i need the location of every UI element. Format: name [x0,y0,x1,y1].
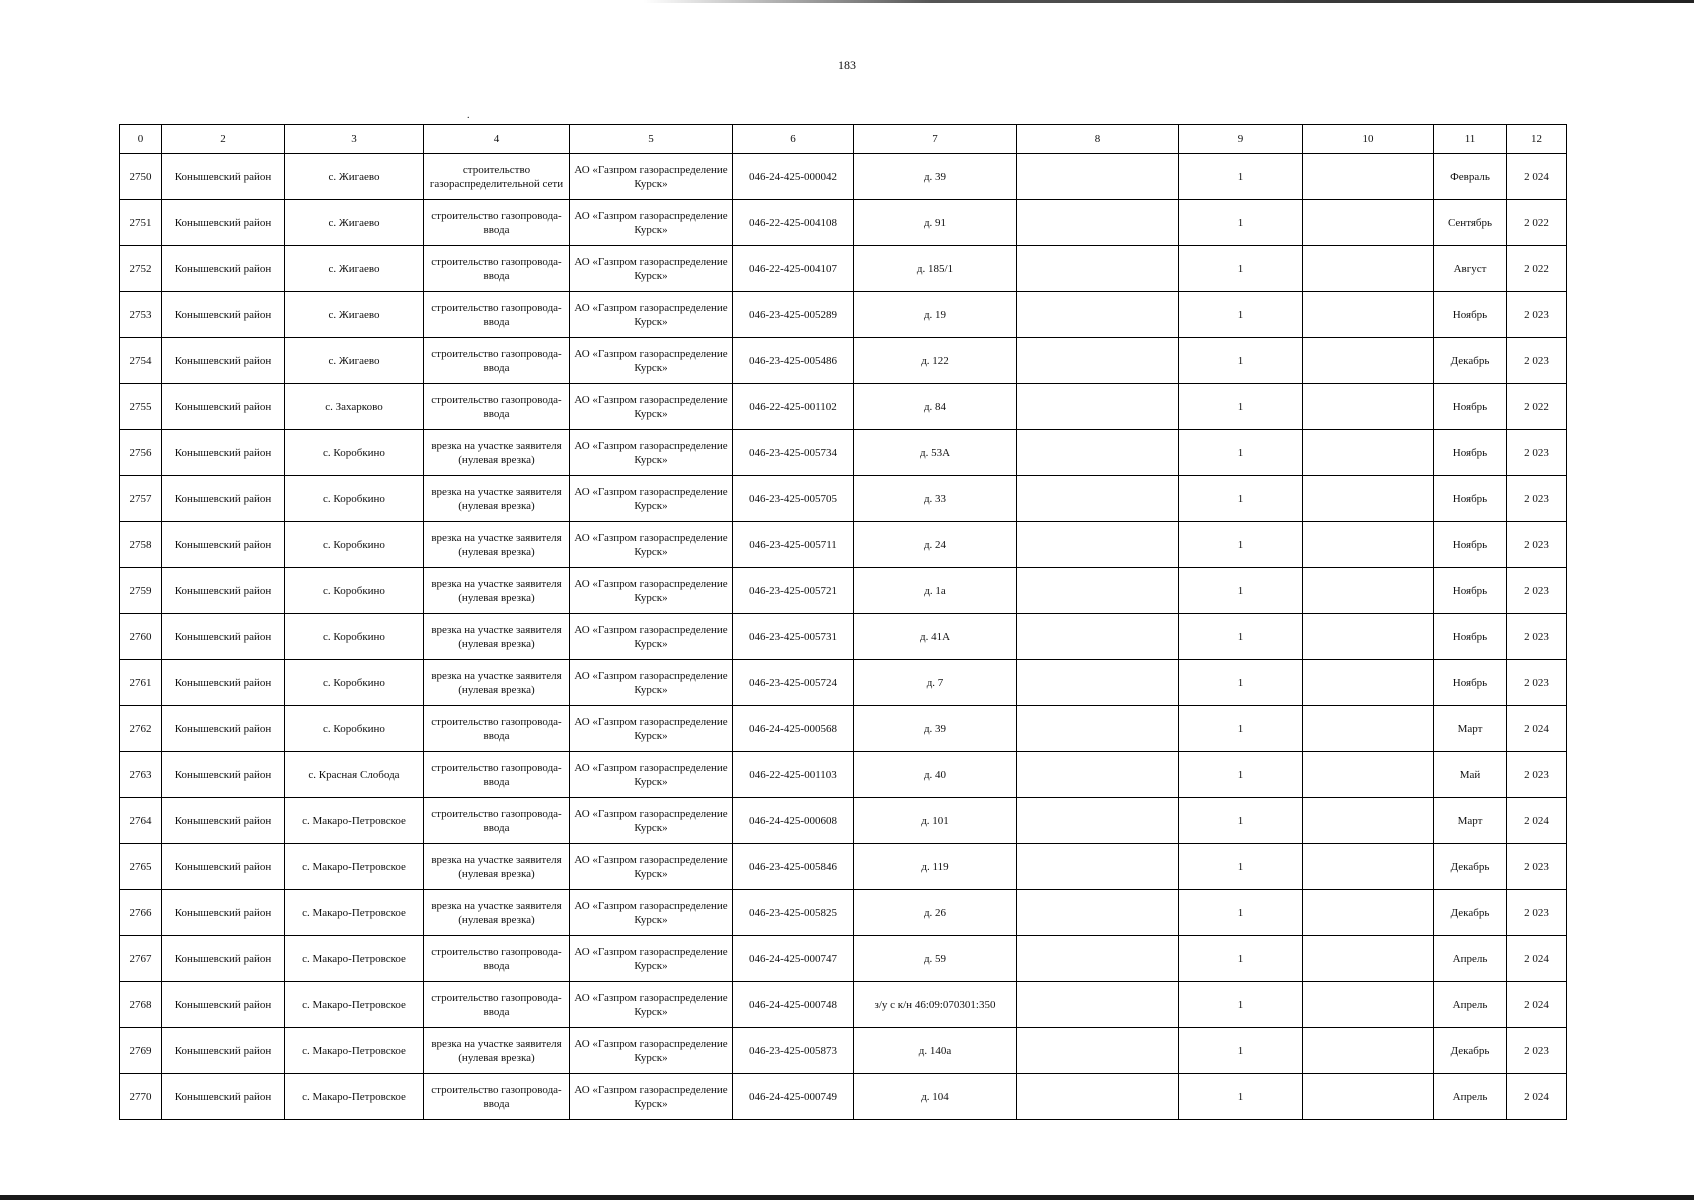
row-number-cell: 2770 [120,1074,162,1120]
settlement-cell: с. Макаро-Петровское [285,1074,424,1120]
settlement-cell: с. Коробкино [285,522,424,568]
empty-cell-8 [1017,200,1179,246]
organization-cell: АО «Газпром газораспределение Курск» [570,706,733,752]
organization-cell: АО «Газпром газораспределение Курск» [570,982,733,1028]
application-code-cell: 046-23-425-005846 [733,844,854,890]
quantity-cell: 1 [1179,154,1303,200]
empty-cell-10 [1303,614,1434,660]
application-code-cell: 046-24-425-000568 [733,706,854,752]
year-cell: 2 022 [1507,200,1567,246]
organization-cell: АО «Газпром газораспределение Курск» [570,752,733,798]
district-cell: Конышевский район [162,1028,285,1074]
address-cell: д. 104 [854,1074,1017,1120]
settlement-cell: с. Макаро-Петровское [285,890,424,936]
settlement-cell: с. Коробкино [285,430,424,476]
header-dot-mark: . [467,110,470,121]
quantity-cell: 1 [1179,1028,1303,1074]
district-cell: Конышевский район [162,890,285,936]
row-number-cell: 2750 [120,154,162,200]
empty-cell-10 [1303,1074,1434,1120]
work-type-cell: строительство газопровода-ввода [424,706,570,752]
district-cell: Конышевский район [162,292,285,338]
month-cell: Март [1434,706,1507,752]
table-row [120,338,1567,384]
quantity-cell: 1 [1179,982,1303,1028]
application-code-cell: 046-23-425-005731 [733,614,854,660]
empty-cell-8 [1017,384,1179,430]
table-row [120,614,1567,660]
address-cell: д. 185/1 [854,246,1017,292]
year-cell: 2 022 [1507,246,1567,292]
month-cell: Сентябрь [1434,200,1507,246]
organization-cell: АО «Газпром газораспределение Курск» [570,890,733,936]
empty-cell-10 [1303,798,1434,844]
organization-cell: АО «Газпром газораспределение Курск» [570,844,733,890]
address-cell: д. 7 [854,660,1017,706]
quantity-cell: 1 [1179,338,1303,384]
empty-cell-8 [1017,798,1179,844]
work-type-cell: врезка на участке заявителя (нулевая врезка) [424,476,570,522]
empty-cell-10 [1303,660,1434,706]
header-cell: 7 [854,125,1017,154]
address-cell: д. 84 [854,384,1017,430]
district-cell: Конышевский район [162,200,285,246]
quantity-cell: 1 [1179,1074,1303,1120]
organization-cell: АО «Газпром газораспределение Курск» [570,476,733,522]
empty-cell-8 [1017,706,1179,752]
empty-cell-10 [1303,982,1434,1028]
month-cell: Декабрь [1434,844,1507,890]
settlement-cell: с. Макаро-Петровское [285,982,424,1028]
year-cell: 2 023 [1507,752,1567,798]
empty-cell-10 [1303,338,1434,384]
work-type-cell: строительство газопровода-ввода [424,982,570,1028]
organization-cell: АО «Газпром газораспределение Курск» [570,660,733,706]
row-number-cell: 2768 [120,982,162,1028]
header-cell: 12 [1507,125,1567,154]
year-cell: 2 024 [1507,936,1567,982]
empty-cell-10 [1303,200,1434,246]
empty-cell-8 [1017,936,1179,982]
empty-cell-8 [1017,522,1179,568]
table-row [120,154,1567,200]
empty-cell-8 [1017,752,1179,798]
settlement-cell: с. Жигаево [285,292,424,338]
year-cell: 2 024 [1507,154,1567,200]
header-cell: 10 [1303,125,1434,154]
district-cell: Конышевский район [162,246,285,292]
district-cell: Конышевский район [162,706,285,752]
settlement-cell: с. Коробкино [285,568,424,614]
row-number-cell: 2758 [120,522,162,568]
organization-cell: АО «Газпром газораспределение Курск» [570,614,733,660]
header-cell: 5 [570,125,733,154]
address-cell: д. 101 [854,798,1017,844]
year-cell: 2 024 [1507,798,1567,844]
settlement-cell: с. Коробкино [285,476,424,522]
month-cell: Май [1434,752,1507,798]
empty-cell-10 [1303,430,1434,476]
application-code-cell: 046-23-425-005705 [733,476,854,522]
year-cell: 2 023 [1507,568,1567,614]
header-cell: 3 [285,125,424,154]
settlement-cell: с. Жигаево [285,246,424,292]
table-row [120,660,1567,706]
year-cell: 2 023 [1507,844,1567,890]
table-row [120,384,1567,430]
organization-cell: АО «Газпром газораспределение Курск» [570,936,733,982]
application-code-cell: 046-23-425-005711 [733,522,854,568]
row-number-cell: 2757 [120,476,162,522]
month-cell: Декабрь [1434,338,1507,384]
empty-cell-10 [1303,522,1434,568]
table-row [120,706,1567,752]
row-number-cell: 2753 [120,292,162,338]
month-cell: Декабрь [1434,890,1507,936]
row-number-cell: 2765 [120,844,162,890]
empty-cell-10 [1303,936,1434,982]
organization-cell: АО «Газпром газораспределение Курск» [570,1074,733,1120]
application-code-cell: 046-24-425-000608 [733,798,854,844]
organization-cell: АО «Газпром газораспределение Курск» [570,200,733,246]
row-number-cell: 2752 [120,246,162,292]
settlement-cell: с. Макаро-Петровское [285,844,424,890]
work-type-cell: врезка на участке заявителя (нулевая врезка) [424,568,570,614]
district-cell: Конышевский район [162,430,285,476]
empty-cell-10 [1303,246,1434,292]
settlement-cell: с. Красная Слобода [285,752,424,798]
empty-cell-8 [1017,338,1179,384]
empty-cell-10 [1303,568,1434,614]
table-row [120,522,1567,568]
header-cell: 0 [120,125,162,154]
district-cell: Конышевский район [162,660,285,706]
district-cell: Конышевский район [162,798,285,844]
district-cell: Конышевский район [162,982,285,1028]
organization-cell: АО «Газпром газораспределение Курск» [570,568,733,614]
row-number-cell: 2767 [120,936,162,982]
gasification-registry-table [119,124,1567,1120]
row-number-cell: 2769 [120,1028,162,1074]
quantity-cell: 1 [1179,568,1303,614]
row-number-cell: 2761 [120,660,162,706]
address-cell: з/у с к/н 46:09:070301:350 [854,982,1017,1028]
table-row [120,890,1567,936]
table-row [120,936,1567,982]
row-number-cell: 2754 [120,338,162,384]
empty-cell-10 [1303,154,1434,200]
work-type-cell: строительство газопровода-ввода [424,798,570,844]
address-cell: д. 24 [854,522,1017,568]
year-cell: 2 023 [1507,1028,1567,1074]
address-cell: д. 1а [854,568,1017,614]
quantity-cell: 1 [1179,476,1303,522]
organization-cell: АО «Газпром газораспределение Курск» [570,522,733,568]
district-cell: Конышевский район [162,384,285,430]
district-cell: Конышевский район [162,338,285,384]
settlement-cell: с. Захарково [285,384,424,430]
settlement-cell: с. Жигаево [285,338,424,384]
empty-cell-8 [1017,890,1179,936]
year-cell: 2 023 [1507,614,1567,660]
district-cell: Конышевский район [162,568,285,614]
address-cell: д. 26 [854,890,1017,936]
table-row [120,844,1567,890]
quantity-cell: 1 [1179,384,1303,430]
empty-cell-10 [1303,706,1434,752]
work-type-cell: строительство газопровода-ввода [424,936,570,982]
work-type-cell: строительство газопровода-ввода [424,338,570,384]
month-cell: Апрель [1434,1074,1507,1120]
table-row [120,798,1567,844]
year-cell: 2 023 [1507,522,1567,568]
header-cell: 6 [733,125,854,154]
quantity-cell: 1 [1179,430,1303,476]
application-code-cell: 046-24-425-000042 [733,154,854,200]
address-cell: д. 53А [854,430,1017,476]
district-cell: Конышевский район [162,614,285,660]
header-cell: 11 [1434,125,1507,154]
work-type-cell: врезка на участке заявителя (нулевая врезка) [424,890,570,936]
organization-cell: АО «Газпром газораспределение Курск» [570,1028,733,1074]
month-cell: Ноябрь [1434,614,1507,660]
settlement-cell: с. Жигаево [285,154,424,200]
month-cell: Февраль [1434,154,1507,200]
row-number-cell: 2760 [120,614,162,660]
work-type-cell: врезка на участке заявителя (нулевая врезка) [424,660,570,706]
address-cell: д. 33 [854,476,1017,522]
empty-cell-8 [1017,844,1179,890]
application-code-cell: 046-22-425-004108 [733,200,854,246]
row-number-cell: 2762 [120,706,162,752]
page-number: 183 [838,58,856,72]
header-cell: 9 [1179,125,1303,154]
table-row [120,430,1567,476]
empty-cell-8 [1017,614,1179,660]
work-type-cell: строительство газораспределительной сети [424,154,570,200]
organization-cell: АО «Газпром газораспределение Курск» [570,798,733,844]
year-cell: 2 022 [1507,384,1567,430]
table-row [120,752,1567,798]
month-cell: Ноябрь [1434,292,1507,338]
district-cell: Конышевский район [162,752,285,798]
table-row [120,200,1567,246]
month-cell: Декабрь [1434,1028,1507,1074]
application-code-cell: 046-23-425-005486 [733,338,854,384]
month-cell: Ноябрь [1434,384,1507,430]
district-cell: Конышевский район [162,936,285,982]
quantity-cell: 1 [1179,614,1303,660]
quantity-cell: 1 [1179,706,1303,752]
settlement-cell: с. Коробкино [285,706,424,752]
table-row [120,568,1567,614]
settlement-cell: с. Коробкино [285,660,424,706]
empty-cell-10 [1303,752,1434,798]
month-cell: Ноябрь [1434,430,1507,476]
application-code-cell: 046-22-425-001102 [733,384,854,430]
row-number-cell: 2751 [120,200,162,246]
year-cell: 2 023 [1507,430,1567,476]
year-cell: 2 023 [1507,338,1567,384]
work-type-cell: строительство газопровода-ввода [424,292,570,338]
empty-cell-8 [1017,568,1179,614]
district-cell: Конышевский район [162,476,285,522]
organization-cell: АО «Газпром газораспределение Курск» [570,154,733,200]
work-type-cell: строительство газопровода-ввода [424,752,570,798]
work-type-cell: врезка на участке заявителя (нулевая врезка) [424,1028,570,1074]
application-code-cell: 046-23-425-005721 [733,568,854,614]
empty-cell-10 [1303,476,1434,522]
address-cell: д. 59 [854,936,1017,982]
table-row [120,292,1567,338]
application-code-cell: 046-23-425-005289 [733,292,854,338]
organization-cell: АО «Газпром газораспределение Курск» [570,384,733,430]
empty-cell-10 [1303,384,1434,430]
table-row [120,1028,1567,1074]
district-cell: Конышевский район [162,844,285,890]
empty-cell-10 [1303,1028,1434,1074]
month-cell: Апрель [1434,982,1507,1028]
year-cell: 2 023 [1507,660,1567,706]
settlement-cell: с. Коробкино [285,614,424,660]
address-cell: д. 91 [854,200,1017,246]
settlement-cell: с. Макаро-Петровское [285,936,424,982]
year-cell: 2 023 [1507,476,1567,522]
header-cell: 4 [424,125,570,154]
row-number-cell: 2759 [120,568,162,614]
quantity-cell: 1 [1179,798,1303,844]
address-cell: д. 40 [854,752,1017,798]
settlement-cell: с. Макаро-Петровское [285,798,424,844]
application-code-cell: 046-24-425-000749 [733,1074,854,1120]
work-type-cell: врезка на участке заявителя (нулевая врезка) [424,614,570,660]
address-cell: д. 19 [854,292,1017,338]
application-code-cell: 046-23-425-005724 [733,660,854,706]
header-cell: 8 [1017,125,1179,154]
organization-cell: АО «Газпром газораспределение Курск» [570,338,733,384]
address-cell: д. 39 [854,706,1017,752]
quantity-cell: 1 [1179,292,1303,338]
table-row [120,1074,1567,1120]
organization-cell: АО «Газпром газораспределение Курск» [570,430,733,476]
year-cell: 2 023 [1507,292,1567,338]
application-code-cell: 046-23-425-005734 [733,430,854,476]
month-cell: Август [1434,246,1507,292]
table-row [120,982,1567,1028]
application-code-cell: 046-24-425-000748 [733,982,854,1028]
work-type-cell: врезка на участке заявителя (нулевая врезка) [424,522,570,568]
organization-cell: АО «Газпром газораспределение Курск» [570,292,733,338]
work-type-cell: строительство газопровода-ввода [424,246,570,292]
quantity-cell: 1 [1179,844,1303,890]
district-cell: Конышевский район [162,1074,285,1120]
row-number-cell: 2756 [120,430,162,476]
empty-cell-10 [1303,844,1434,890]
month-cell: Ноябрь [1434,568,1507,614]
table-row [120,476,1567,522]
address-cell: д. 119 [854,844,1017,890]
district-cell: Конышевский район [162,522,285,568]
row-number-cell: 2766 [120,890,162,936]
quantity-cell: 1 [1179,660,1303,706]
district-cell: Конышевский район [162,154,285,200]
empty-cell-8 [1017,1074,1179,1120]
work-type-cell: строительство газопровода-ввода [424,1074,570,1120]
address-cell: д. 39 [854,154,1017,200]
empty-cell-8 [1017,292,1179,338]
table-row [120,246,1567,292]
month-cell: Ноябрь [1434,660,1507,706]
year-cell: 2 024 [1507,982,1567,1028]
quantity-cell: 1 [1179,936,1303,982]
address-cell: д. 140а [854,1028,1017,1074]
empty-cell-10 [1303,292,1434,338]
work-type-cell: врезка на участке заявителя (нулевая врезка) [424,430,570,476]
row-number-cell: 2764 [120,798,162,844]
empty-cell-8 [1017,982,1179,1028]
month-cell: Ноябрь [1434,522,1507,568]
row-number-cell: 2763 [120,752,162,798]
year-cell: 2 024 [1507,706,1567,752]
quantity-cell: 1 [1179,522,1303,568]
application-code-cell: 046-23-425-005873 [733,1028,854,1074]
scan-bottom-edge [0,1195,1694,1200]
work-type-cell: строительство газопровода-ввода [424,384,570,430]
month-cell: Ноябрь [1434,476,1507,522]
month-cell: Апрель [1434,936,1507,982]
application-code-cell: 046-23-425-005825 [733,890,854,936]
organization-cell: АО «Газпром газораспределение Курск» [570,246,733,292]
work-type-cell: врезка на участке заявителя (нулевая врезка) [424,844,570,890]
empty-cell-10 [1303,890,1434,936]
settlement-cell: с. Жигаево [285,200,424,246]
quantity-cell: 1 [1179,890,1303,936]
scan-top-edge [0,0,1694,3]
header-cell: 2 [162,125,285,154]
empty-cell-8 [1017,430,1179,476]
empty-cell-8 [1017,660,1179,706]
empty-cell-8 [1017,246,1179,292]
quantity-cell: 1 [1179,200,1303,246]
quantity-cell: 1 [1179,752,1303,798]
month-cell: Март [1434,798,1507,844]
address-cell: д. 122 [854,338,1017,384]
row-number-cell: 2755 [120,384,162,430]
application-code-cell: 046-22-425-004107 [733,246,854,292]
empty-cell-8 [1017,1028,1179,1074]
empty-cell-8 [1017,476,1179,522]
application-code-cell: 046-24-425-000747 [733,936,854,982]
address-cell: д. 41А [854,614,1017,660]
settlement-cell: с. Макаро-Петровское [285,1028,424,1074]
work-type-cell: строительство газопровода-ввода [424,200,570,246]
application-code-cell: 046-22-425-001103 [733,752,854,798]
quantity-cell: 1 [1179,246,1303,292]
year-cell: 2 023 [1507,890,1567,936]
header-row [120,125,1567,154]
empty-cell-8 [1017,154,1179,200]
year-cell: 2 024 [1507,1074,1567,1120]
